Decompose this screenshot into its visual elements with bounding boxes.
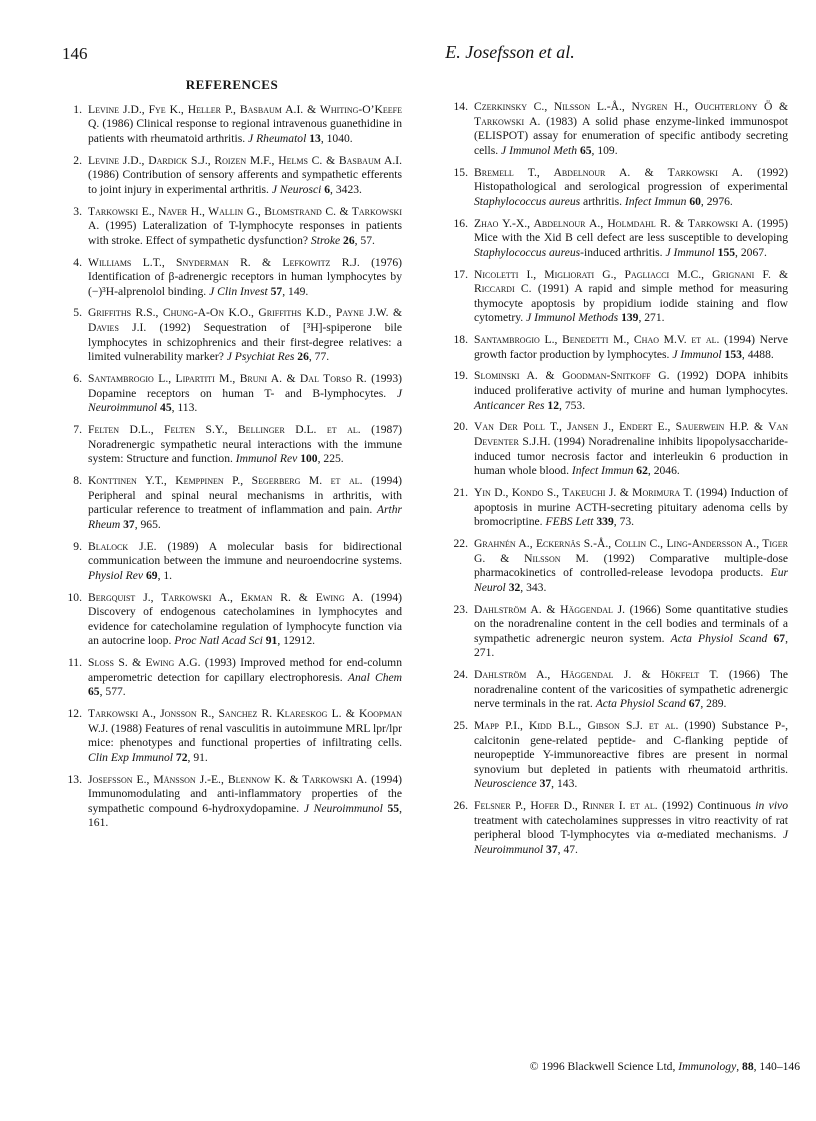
reference-pages: , 271. [638,311,665,325]
reference-number: 2. [73,153,82,167]
reference-pages: , 77. [308,350,330,364]
reference-authors: Grahnén A., Eckernäs S.-Å., Collin C., Ling-Andersson A., Tiger G. & Nilsson M. [474,536,788,565]
reference-column-left [62,76,402,838]
reference-journal: J Neuroimmunol [474,828,788,856]
reference-journal: J Rheumatol [248,131,307,145]
reference-entry [448,603,788,661]
reference-volume: 69 [145,568,158,582]
reference-authors: Nicoletti I., Migliorati G., Pagliacci M.C., Grignani F. & Riccardi C. [474,267,788,296]
reference-pages: , 289. [700,697,727,711]
reference-number: 7. [73,423,82,436]
reference-journal: Clin Exp Immunol [88,750,174,764]
reference-volume: 155 [717,245,736,259]
reference-pages: , 4488. [741,347,774,361]
reference-text: (1994) Nerve growth factor production by lymphocytes. [474,333,788,361]
reference-number: 10. [67,590,82,604]
reference-authors: Mapp P.I., Kidd B.L., Gibson S.J. et al. [474,719,679,733]
reference-pages: , 161. [88,801,402,830]
reference-pages: , 47. [557,842,578,856]
footer-copyright [468,1060,800,1073]
reference-authors: Slominski A. & Goodman-Snitkoff G. [474,369,670,383]
reference-text: (1993) Dopamine receptors on human T- and B-lymphocytes. [88,372,403,400]
reference-authors: Felten D.L., Felten S.Y., Bellinger D.L. et al. [88,423,361,436]
reference-number: 20. [453,420,468,434]
reference-entry [62,591,402,649]
reference-pages: , 965. [134,517,161,531]
reference-pages: , 143. [551,777,578,791]
reference-volume: 339 [596,515,614,529]
reference-journal: J Immunol [672,347,722,361]
footer-volume: 88 [742,1060,754,1073]
reference-number: 3. [73,204,82,218]
reference-text: (1992) Sequestration of [³H]-spiperone bile lymphocytes in schizophrenics and their first-degree relatives: a limited vulnerability marker? [88,321,402,364]
reference-number: 16. [453,216,468,230]
reference-pages: , 149. [282,284,309,298]
reference-authors: Blalock J.E. [88,539,157,553]
reference-entry [62,103,402,147]
reference-pages: , 73. [613,515,635,529]
reference-authors: Bremell T., Abdelnour A. & Tarkowski A. [474,165,743,179]
reference-authors: Santambrogio L., Lipartiti M., Bruni A. & Dal Torso R. [88,372,367,386]
reference-pages: , 1040. [320,131,353,145]
reference-number: 18. [453,333,468,347]
reference-text: (1994) Induction of apoptosis in murine ACTH-secreting pituitary adenoma cells by bromocriptine. [474,485,788,529]
reference-authors: Tarkowski E., Naver H., Wallin G., Blomstrand C. & Tarkowski A. [88,204,402,233]
reference-column-right [448,100,788,865]
reference-volume: 26 [343,233,355,247]
reference-journal: J Immunol [665,245,715,259]
reference-text: (1966) The noradrenaline content of the varicosities of sympathetic adrenergic nerve terminals in the rat. [474,668,788,711]
reference-pages: , 1. [157,568,173,582]
reference-journal: Infect Immun [571,464,634,478]
reference-pages: , 2976. [700,194,733,208]
reference-text: (1994) Immunomodulating and anti-inflammatory properties of the sympathetic compound 6-hydroxydopamine. [88,772,402,815]
footer-journal-name: Immunology [678,1060,737,1073]
page-number: 146 [62,44,88,63]
reference-volume: 65 [579,143,592,157]
reference-text: (1992) DOPA inhibits induced proliferative activity of murine and human lymphocytes. [474,369,788,398]
reference-entry [62,707,402,765]
reference-text: (1994) Noradrenaline inhibits lipopolysaccharide-induced tumor necrosis factor and interleukin 6 production in human whole blood. [474,435,788,478]
reference-entry [448,100,788,158]
reference-text: (1976) Identification of β-adrenergic receptors in human lymphocytes by (−)³H-alprenolol binding. [88,255,402,298]
reference-entry [62,474,402,532]
reference-pages: , 343. [520,580,547,594]
reference-number: 22. [453,536,468,550]
reference-text: (1994) Peripheral and spinal neural mechanisms in arthritis, with particular reference to treatment of inflammation and pain. [88,473,403,517]
reference-text: (1987) Noradrenergic sympathetic neural interactions with the immune system: Structure and function. [88,423,402,466]
reference-text: (1993) Improved method for end-column amperometric detection for capillary electrophoresis. [88,656,402,684]
reference-journal: Infect Immun [624,194,687,208]
reference-number: 6. [73,372,82,386]
reference-authors: Bergquist J., Tarkowski A., Ekman R. & Ewing A. [88,590,364,604]
reference-number: 25. [453,719,468,733]
reference-pages: , 2067. [735,245,767,259]
reference-pages: , 109. [591,143,618,157]
reference-number: 8. [73,473,82,487]
reference-text-continued: treatment with catecholamines suppresses in vitro reactivity of rat peripheral blood T-lymphocytes via α-mediated mechanisms. [474,813,788,842]
references-heading: REFERENCES [185,77,279,92]
reference-journal: Neuroscience [474,777,537,791]
reference-text: (1983) A solid phase enzyme-linked immunospot (ELISPOT) assay for enumeration of specific antibody secreting cells. [474,114,788,157]
reference-text: (1992) Comparative multiple-dose pharmacokinetics of controlled-release levodopa products. [474,551,788,580]
reference-number: 9. [73,539,82,553]
reference-entry [448,486,788,530]
reference-journal: J Neuroimmunol [88,386,402,415]
reference-authors: Josefsson E., Månsson J.-E., Blennow K. & Tarkowski A. [88,772,368,786]
reference-volume: 100 [300,452,318,466]
reference-volume: 65 [88,685,100,699]
reference-journal: Proc Natl Acad Sci [174,634,263,648]
reference-pages: , 12912. [277,634,316,648]
reference-text-continued: arthritis. [580,194,625,208]
reference-entry [448,799,788,857]
reference-volume: 26 [297,350,309,364]
reference-journal: Physiol Rev [88,568,144,582]
reference-journal: Acta Physiol Scand [670,631,768,645]
reference-volume: 57 [270,284,283,298]
reference-pages: , 225. [317,452,344,466]
reference-journal: Eur Neurol [474,566,788,594]
reference-volume: 67 [688,697,701,711]
reference-text: (1986) Contribution of sensory afferents and sympathetic efferents to joint injury in experimental arthritis. [88,168,402,196]
reference-authors: Van Der Poll T., Jansen J., Endert E., Sauerwein H.P. & Van Deventer S.J.H. [474,420,788,448]
reference-pages: , 577. [99,685,126,699]
reference-pages: , 753. [559,398,586,412]
reference-authors: Felsner P., Hofer D., Rinner I. et al. [474,799,658,813]
reference-authors: Sloss S. & Ewing A.G. [88,656,201,670]
reference-text: (1995) Mice with the Xid B cell defect are less susceptible to developing [474,216,788,245]
reference-volume: 139 [621,311,639,325]
reference-entry [448,268,788,326]
reference-authors: Griffiths R.S., Chung-A-On K.O., Griffiths K.D., Payne J.W. & Davies J.I. [88,306,402,335]
reference-text: (1995) Lateralization of T-lymphocyte responses in patients with stroke. Effect of sympathetic dysfunction? [88,219,402,247]
running-head: E. Josefsson et al. [445,42,575,62]
reference-authors: Dahlström A., Häggendal J. & Hökfelt T. [474,668,719,682]
reference-journal: J Neurosci [271,182,322,196]
reference-text: (1994) Discovery of endogenous catecholamines in lymphocytes and evidence for catecholamine regulation of lymphocyte function via an autocrine loop. [88,590,402,648]
reference-pages: , 91. [187,750,208,764]
reference-text: (1966) Some quantitative studies on the noradrenaline content in the cell bodies and terminals of a sympathetic adrenergic neuron system. [474,602,788,645]
reference-number: 24. [453,668,468,682]
reference-text: (1989) A molecular basis for bidirectional communication between the immune and neuroendocrine systems. [88,539,403,568]
reference-volume: 32 [508,580,521,594]
reference-authors: Tarkowski A., Jonsson R., Sanchez R. Klareskog L. & Koopman W.J. [88,707,402,735]
reference-italic-term: Staphylococcus aureus [474,194,581,208]
reference-entry [448,166,788,210]
reference-italic-term: Staphylococcus aureus [474,245,581,259]
reference-entry [62,256,402,300]
reference-volume: 6 [324,182,331,196]
reference-number: 15. [453,165,468,179]
reference-volume: 45 [160,401,172,415]
reference-journal: J Clin Invest [209,284,268,298]
reference-entry [448,217,788,261]
reference-volume: 91 [265,634,278,648]
reference-journal: J Neuroimmunol [303,801,383,815]
reference-journal: J Immunol Methods [526,311,619,325]
reference-entry [62,372,402,416]
reference-authors: Konttinen Y.T., Kemppinen P., Segerberg M. et al. [88,473,363,487]
reference-entry [448,333,788,362]
reference-volume: 55 [387,801,400,815]
reference-text: (1992) Continuous [657,799,756,813]
reference-volume: 60 [689,194,701,208]
reference-journal: J Immunol Meth [501,143,578,157]
reference-volume: 67 [773,631,786,645]
footer-pages: , 140–146 [753,1060,800,1073]
reference-number: 4. [73,255,82,269]
reference-pages: , 113. [171,401,198,415]
reference-number: 5. [73,306,82,320]
reference-volume: 62 [636,464,648,478]
reference-entry [62,154,402,198]
reference-authors: Dahlström A. & Häggendal J. [474,602,625,616]
reference-italic-term: in vivo [755,799,788,813]
reference-number: 17. [453,267,468,281]
reference-text: (1986) Clinical response to regional intravenous guanethidine in patients with rheumatoid arthritis. [88,117,402,145]
reference-journal: J Psychiat Res [226,350,295,364]
reference-authors: Yin D., Kondo S., Takeuchi J. & Morimura T. [474,485,693,499]
reference-entry [62,540,402,584]
reference-authors: Czerkinsky C., Nilsson L.-Å., Nygren H., Ouchterlony Ö & Tarkowski A. [474,100,788,128]
reference-volume: 37 [123,517,135,531]
reference-text: (1990) Substance P-, calcitonin gene-related peptide- and C-flanking peptide of neuropeptide Y-immunoreactive fibres are present in normal synovium but depleted in patients with rheumatoid arthritis. [474,719,788,776]
reference-number: 1. [73,102,82,116]
reference-number: 11. [67,656,82,670]
reference-number: 13. [67,772,82,786]
reference-entry [62,205,402,249]
reference-volume: 37 [539,777,552,791]
reference-authors: Santambrogio L., Benedetti M., Chao M.V. et al. [474,333,720,347]
reference-entry [448,668,788,712]
reference-journal: Acta Physiol Scand [595,697,686,711]
reference-authors: Zhao Y.-X., Abdelnour A., Holmdahl R. & Tarkowski A. [474,216,753,230]
reference-entry [62,773,402,831]
reference-pages: , 271. [474,631,788,660]
reference-pages: , 2046. [647,464,680,478]
reference-number: 12. [67,707,82,721]
reference-journal: Arthr Rheum [88,503,402,531]
reference-number: 26. [453,799,468,813]
reference-authors: Levine J.D., Fye K., Heller P., Basbaum A.I. & Whiting-O’Keefe Q. [88,102,402,131]
footer-copyright-text: © 1996 Blackwell Science Ltd, [529,1060,679,1073]
reference-authors: Levine J.D., Dardick S.J., Roizen M.F., Helms C. & Basbaum A.I. [88,153,402,167]
reference-text-continued: -induced arthritis. [580,245,666,259]
reference-entry [448,420,788,478]
reference-entry [448,719,788,792]
reference-text: (1991) A rapid and simple method for measuring thymocyte apoptosis by propidium iodide staining and flow cytometry. [474,282,788,325]
reference-text: (1992) Histopathological and serological progression of experimental [474,165,788,194]
reference-volume: 153 [724,347,742,361]
reference-number: 14. [453,100,468,113]
reference-journal: Stroke [310,233,341,247]
reference-entry [62,306,402,364]
reference-volume: 72 [175,750,188,764]
reference-authors: Williams L.T., Snyderman R. & Lefkowitz R.J. [88,255,360,269]
reference-volume: 37 [546,842,558,856]
reference-entry [62,423,402,467]
footer-separator: , [736,1060,743,1073]
reference-text: (1988) Features of renal vasculitis in autoimmune MRL lpr/lpr mice: phenotypes and functional properties of infiltrating cells. [88,721,402,750]
reference-pages: , 3423. [330,182,362,196]
reference-entry [62,656,402,700]
reference-pages: , 57. [354,233,375,247]
reference-number: 23. [453,602,468,616]
reference-volume: 13 [309,131,321,145]
reference-journal: FEBS Lett [545,515,594,529]
reference-number: 19. [453,369,468,383]
reference-number: 21. [453,485,468,499]
reference-journal: Anal Chem [347,670,403,684]
reference-journal: Anticancer Res [474,398,545,412]
reference-volume: 12 [547,398,560,412]
reference-entry [448,369,788,413]
reference-entry [448,537,788,595]
reference-journal: Immunol Rev [235,452,298,466]
